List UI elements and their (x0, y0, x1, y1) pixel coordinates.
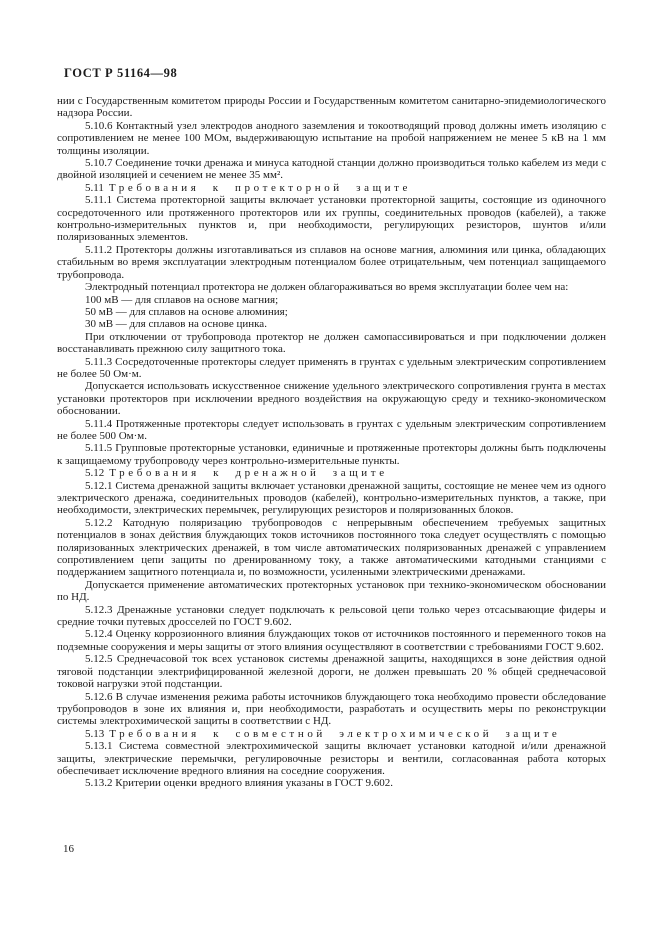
paragraph: 5.12.1 Система дренажной защиты включает установки дренажной защиты, состоящие не менее чем из одного электрического дренажа, соединительных проводов (кабелей), контрольно-измерительных пунктов, а также, при необходимости, электрических перемычек, регулирующих резисторов и поляризованных блоков. (57, 479, 606, 517)
paragraph: Электродный потенциал протектора не должен облагораживаться во время эксплуатации более чем на: (85, 281, 569, 294)
paragraph: 5.10.7 Соединение точки дренажа и минуса катодной станции должно производиться только кабелем из меди с двойной изоляцией и сечением не менее 35 мм². (57, 157, 606, 182)
section-number: 5.11 (85, 181, 104, 194)
paragraph: 30 мВ — для сплавов на основе цинка. (85, 318, 267, 331)
section-heading (57, 728, 606, 740)
paragraph: 5.13.2 Критерии оценки вредного влияния указаны в ГОСТ 9.602. (85, 777, 394, 790)
page-number: 16 (63, 843, 74, 855)
paragraph: 5.11.5 Групповые протекторные установки, единичные и протяженные протекторы должны быть подключены к защищаемому трубопроводу через контрольно-измерительные пункты. (57, 442, 606, 467)
paragraph: 5.12.4 Оценку коррозионного влияния блуждающих токов от источников постоянного и переменного токов на подземные сооружения и меры защиты от этого влияния осуществляют в соответствии с требованиями ГОСТ 9.602. (57, 628, 606, 653)
section-heading (57, 467, 606, 479)
paragraph: 5.12.2 Катодную поляризацию трубопроводов с непрерывным обеспечением требуемых защитных потенциалов в зонах действия блуждающих токов источников постоянного тока следует осуществлять с помощью поляризованных электрических дренажей, в том числе автоматических поляризованных дренажей с управлением сопротивлением цепи защиты по дренированному току, а также автоматическими катодными станциями с поддержанием защитного потенциала и, по возможности, усиленными электрическими дренажами. (57, 516, 606, 579)
paragraph: 5.11.4 Протяженные протекторы следует использовать в грунтах с удельным электрическим сопротивлением не более 500 Ом·м. (57, 417, 606, 442)
section-title: Требования к совместной электрохимической защите (109, 727, 561, 740)
paragraph: Допускается использовать искусственное снижение удельного электрического сопротивления грунта в местах установки протекторов при исключении вредного воздействия на окружающую среду и технико-экономическом обосновании. (57, 380, 606, 418)
paragraph: 5.12.3 Дренажные установки следует подключать к рельсовой цепи только через отсасывающие фидеры и средние точки путевых дросселей по ГОСТ 9.602. (57, 603, 606, 629)
document-body (57, 95, 606, 790)
paragraph: 100 мВ — для сплавов на основе магния; (85, 293, 279, 306)
paragraph: 5.13.1 Система совместной электрохимической защиты включает установки катодной и/или дренажной защиты, электрические перемычки, регулировочные резисторы и вентили, согласованная работа которых обеспечивает исключение вредного влияния на соседние сооружения. (57, 740, 606, 777)
paragraph: 5.12.5 Среднечасовой ток всех установок системы дренажной защиты, находящихся в зоне действия одной тяговой подстанции электрифицированной железной дороги, не должен превышать 20 % общей среднечасовой токовой нагрузки этой подстанции. (57, 653, 606, 691)
section-number: 5.13 (85, 727, 105, 740)
section-title: Требования к протекторной защите (108, 181, 412, 194)
paragraph: При отключении от трубопровода протектор не должен самопассивироваться и при подключении должен восстанавливать прежнюю силу защитного тока. (57, 330, 606, 356)
paragraph: 5.11.2 Протекторы должны изготавливаться из сплавов на основе магния, алюминия или цинка, обладающих стабильным во время эксплуатации электродным потенциалом более отрицательным, чем потенциал защищаемого трубопровода. (57, 243, 606, 281)
section-heading (57, 182, 606, 194)
section-number: 5.12 (85, 467, 105, 480)
paragraph: 5.12.6 В случае изменения режима работы источников блуждающего тока необходимо провести обследование трубопроводов в зоне их влияния и, при необходимости, разработать и осуществить меры по реконструкции системы электрохимической защиты в соответствии с НД. (57, 690, 606, 728)
paragraph: 5.11.3 Сосредоточенные протекторы следует применять в грунтах с удельным электрическим сопротивлением не более 50 Ом·м. (57, 355, 606, 380)
paragraph: нии с Государственным комитетом природы России и Государственным комитетом санитарно-эпидемиологического надзора России. (57, 95, 606, 120)
running-header: ГОСТ Р 51164—98 (64, 66, 178, 80)
paragraph: Допускается применение автоматических протекторных установок при технико-экономическом обосновании по НД. (57, 578, 606, 604)
paragraph: 50 мВ — для сплавов на основе алюминия; (85, 305, 288, 318)
section-title: Требования к дренажной защите (109, 467, 388, 480)
paragraph: 5.11.1 Система протекторной защиты включает установки протекторной защиты, состоящие из одиночного сосредоточенного или протяженного протекторов или их группы, соединительных проводов (кабелей), а также контрольно-измерительных пунктов и, при необходимости, регулирующих резисторов, шунтов и/или поляризованных элементов. (57, 194, 606, 244)
paragraph: 5.10.6 Контактный узел электродов анодного заземления и токоотводящий провод должны иметь изоляцию с сопротивлением не менее 100 МОм, выдерживающую испытание на пробой напряжением не менее 5 кВ на 1 мм толщины изоляции. (57, 119, 606, 157)
